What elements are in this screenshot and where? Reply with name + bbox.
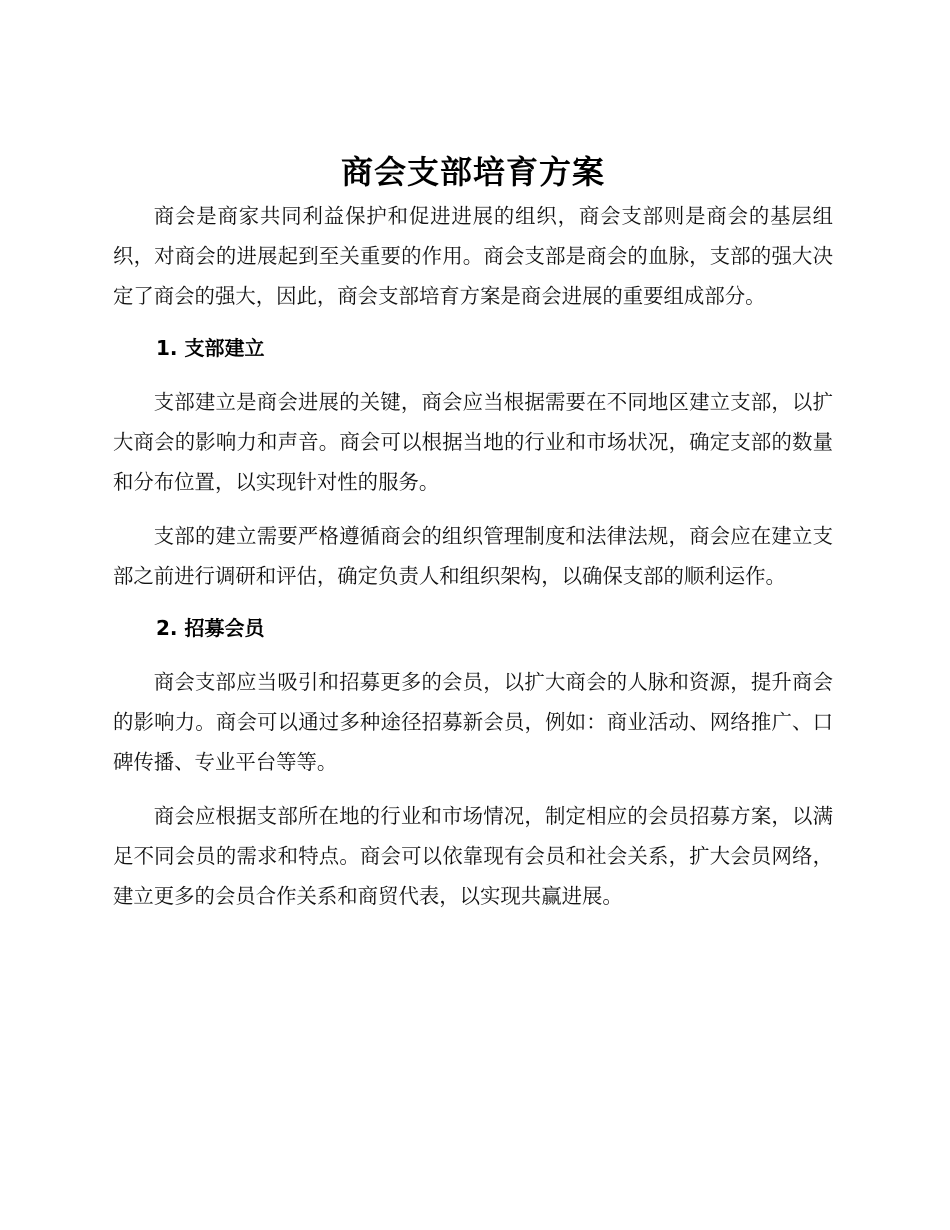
- section-branch-establishment: [113, 328, 833, 596]
- intro-paragraph: 商会是商家共同利益保护和促进进展的组织，商会支部则是商会的基层组织，对商会的进展起到至关重要的作用。商会支部是商会的血脉，支部的强大决定了商会的强大，因此，商会支部培育方案是商会进展的重要组成部分。: [113, 204, 833, 308]
- section-paragraph: 商会应根据支部所在地的行业和市场情况，制定相应的会员招募方案，以满足不同会员的需求和特点。商会可以依靠现有会员和社会关系，扩大会员网络，建立更多的会员合作关系和商贸代表，以实现共赢进展。: [113, 804, 833, 908]
- section-paragraph: 支部建立是商会进展的关键，商会应当根据需要在不同地区建立支部，以扩大商会的影响力和声音。商会可以根据当地的行业和市场状况，确定支部的数量和分布位置，以实现针对性的服务。: [113, 390, 833, 494]
- section-heading: 1. 支部建立: [156, 336, 265, 360]
- section-paragraph: 支部的建立需要严格遵循商会的组织管理制度和法律法规，商会应在建立支部之前进行调研和评估，确定负责人和组织架构，以确保支部的顺利运作。: [113, 524, 833, 588]
- section-paragraph: 商会支部应当吸引和招募更多的会员，以扩大商会的人脉和资源，提升商会的影响力。商会可以通过多种途径招募新会员，例如：商业活动、网络推广、口碑传播、专业平台等等。: [113, 670, 833, 774]
- document-page: [113, 150, 833, 916]
- section-member-recruitment: [113, 608, 833, 916]
- section-heading: 2. 招募会员: [156, 616, 265, 640]
- document-title: 商会支部培育方案: [340, 153, 605, 191]
